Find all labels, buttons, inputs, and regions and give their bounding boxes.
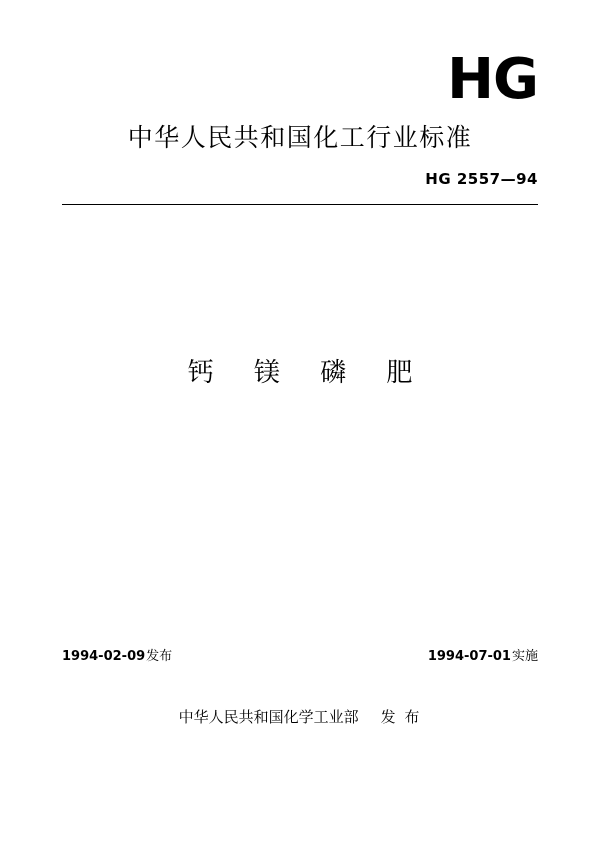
- publish-date-group: [62, 645, 172, 664]
- issuer-name: 中华人民共和国化学工业部: [178, 708, 359, 726]
- title-char: 肥: [386, 358, 413, 388]
- standard-number: HG 2557—94: [425, 170, 538, 188]
- title-char: 钙: [187, 358, 214, 388]
- issuer-line: [0, 706, 600, 727]
- effective-date-label: 实施: [511, 649, 538, 664]
- date-row: [62, 645, 538, 664]
- effective-date-group: [428, 645, 538, 664]
- effective-date: 1994-07-01: [427, 649, 511, 664]
- standard-mark-hg: HG: [447, 47, 538, 112]
- publish-date: 1994-02-09: [62, 649, 146, 664]
- issuer-suffix: 发 布: [380, 708, 422, 726]
- header-divider: [62, 204, 538, 205]
- title-char: 镁: [253, 358, 280, 388]
- page-title: [0, 352, 600, 389]
- organization-title: 中华人民共和国化工行业标准: [127, 123, 473, 152]
- publish-date-label: 发布: [146, 649, 173, 664]
- title-char: 磷: [320, 358, 347, 388]
